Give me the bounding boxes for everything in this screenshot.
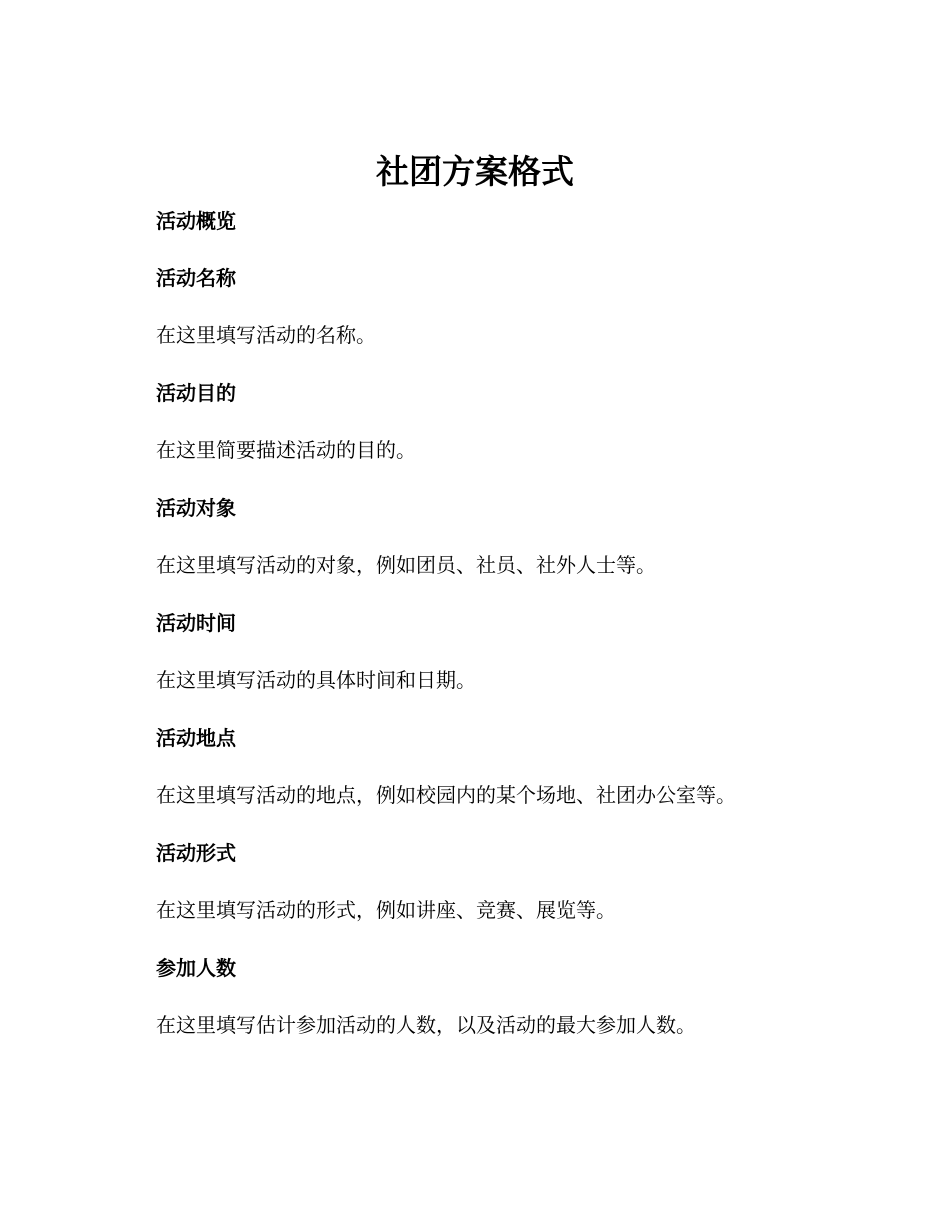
section-body: 在这里填写活动的形式，例如讲座、竞赛、展览等。 [156,898,616,922]
section-heading: 活动形式 [156,841,236,865]
section-heading: 活动名称 [156,266,236,290]
overview-heading: 活动概览 [156,209,236,233]
section-activity-format [156,838,856,953]
section-activity-audience [156,493,856,608]
section-activity-name [156,263,856,378]
document-title: 社团方案格式 [376,152,574,191]
section-body: 在这里填写估计参加活动的人数，以及活动的最大参加人数。 [156,1013,696,1037]
section-heading: 活动地点 [156,726,236,750]
section-body: 在这里填写活动的地点，例如校园内的某个场地、社团办公室等。 [156,783,736,807]
section-heading: 参加人数 [156,956,236,980]
section-body: 在这里填写活动的对象，例如团员、社员、社外人士等。 [156,553,656,577]
section-list [156,263,856,1068]
section-body: 在这里填写活动的名称。 [156,323,376,347]
section-heading: 活动对象 [156,496,236,520]
section-activity-time [156,608,856,723]
section-participant-count [156,953,856,1068]
section-activity-location [156,723,856,838]
section-body: 在这里简要描述活动的目的。 [156,438,416,462]
section-body: 在这里填写活动的具体时间和日期。 [156,668,476,692]
section-heading: 活动时间 [156,611,236,635]
section-activity-purpose [156,378,856,493]
section-heading: 活动目的 [156,381,236,405]
